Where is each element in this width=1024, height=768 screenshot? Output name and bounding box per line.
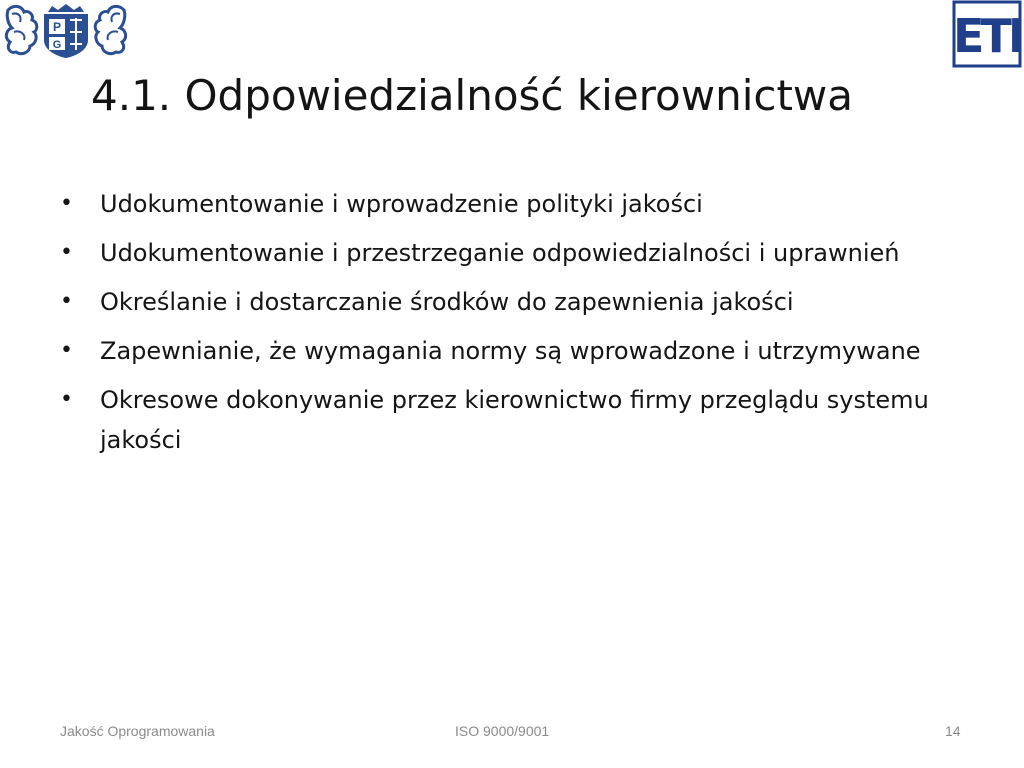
bullet-item [60, 184, 940, 224]
bullet-list [60, 184, 940, 469]
bullet-item [60, 380, 940, 460]
eti-logo-text: ETI [953, 9, 1021, 63]
eti-logo [952, 0, 1022, 68]
pg-monogram-g: G [52, 39, 62, 51]
slide-title: 4.1. Odpowiedzialność kierownictwa [91, 71, 854, 120]
bullet-text: Okresowe dokonywanie przez kierownictwo firmy przeglądu systemu jakości [100, 386, 929, 454]
footer-topic: ISO 9000/9001 [455, 723, 550, 739]
pg-crest-logo [4, 2, 128, 60]
bullet-dot-icon: • [60, 289, 73, 314]
footer-course-name: Jakość Oprogramowania [60, 723, 215, 739]
slide-number: 14 [945, 723, 961, 739]
bullet-dot-icon: • [60, 191, 73, 216]
pg-monogram-p: P [52, 20, 62, 34]
bullet-item [60, 233, 940, 273]
bullet-text: Określanie i dostarczanie środków do zapewnienia jakości [100, 288, 794, 316]
bullet-dot-icon: • [60, 240, 73, 265]
bullet-dot-icon: • [60, 387, 73, 412]
bullet-item [60, 331, 940, 371]
bullet-text: Zapewnianie, że wymagania normy są wprowadzone i utrzymywane [100, 337, 921, 365]
bullet-text: Udokumentowanie i przestrzeganie odpowiedzialności i uprawnień [100, 239, 900, 267]
bullet-item [60, 282, 940, 322]
bullet-dot-icon: • [60, 338, 73, 363]
bullet-text: Udokumentowanie i wprowadzenie polityki jakości [100, 190, 703, 218]
